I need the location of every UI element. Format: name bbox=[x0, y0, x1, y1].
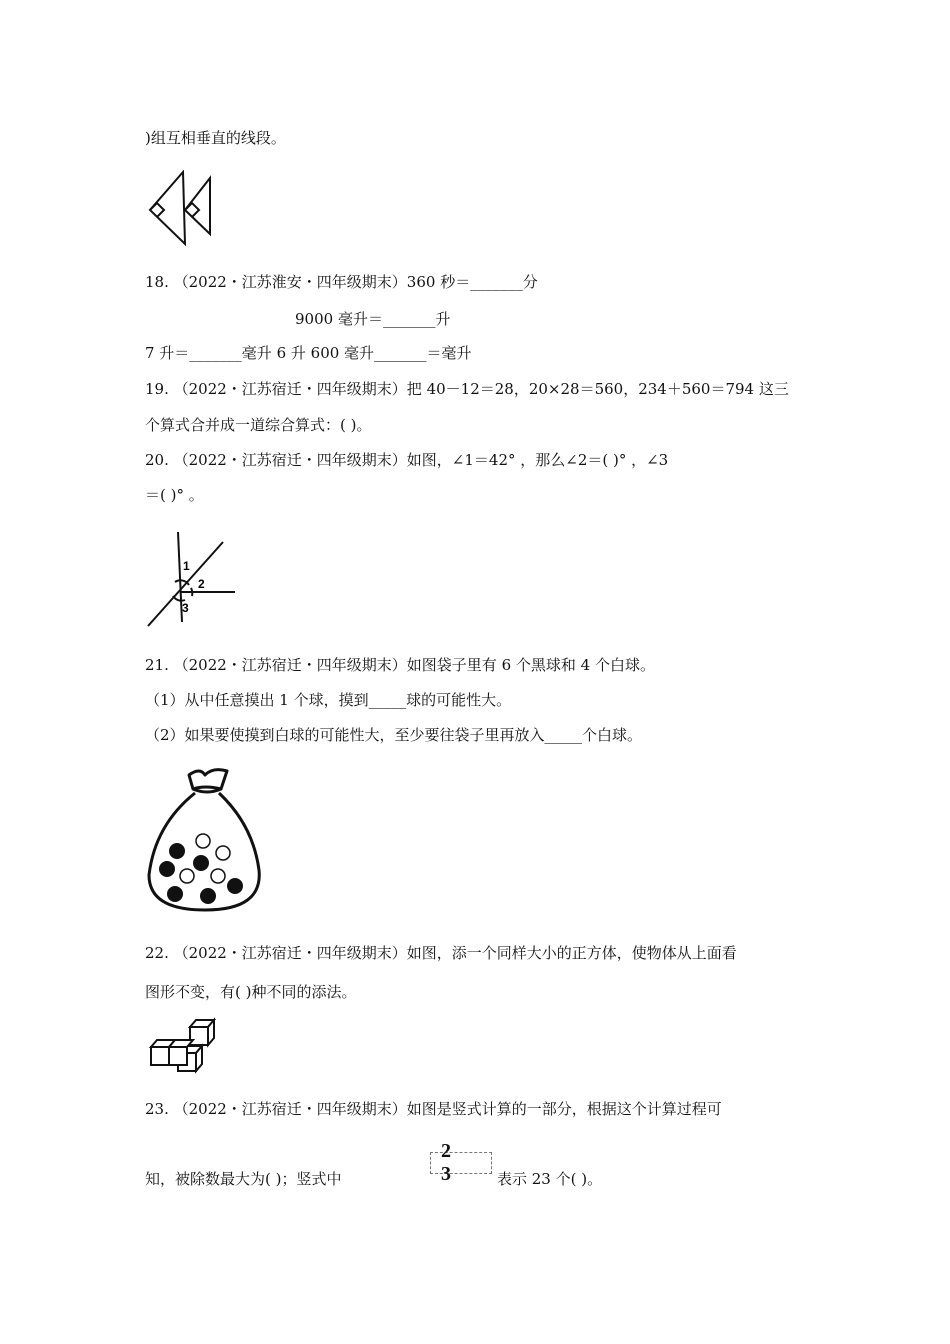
q18-line-2: 9000 毫升＝_______升 bbox=[295, 310, 451, 328]
q18-line-3: 7 升＝_______毫升 6 升 600 毫升_______＝毫升 bbox=[145, 344, 472, 362]
q23-line-1: 23. （2022・江苏宿迁・四年级期末）如图是竖式计算的一部分，根据这个计算过程可 bbox=[145, 1100, 722, 1118]
white-ball bbox=[216, 846, 230, 860]
ball-bag-figure bbox=[145, 765, 265, 915]
q21-line-2: （1）从中任意摸出 1 个球，摸到_____球的可能性大。 bbox=[145, 691, 512, 709]
q22-line-1: 22. （2022・江苏宿迁・四年级期末）如图，添一个同样大小的正方体，使物体从上面看 bbox=[145, 944, 737, 962]
angle-label-1: 1 bbox=[183, 559, 190, 573]
black-ball bbox=[159, 861, 175, 877]
q23-line-2-start: 知，被除数最大为( )；竖式中 bbox=[145, 1170, 342, 1188]
angle-label-2: 2 bbox=[198, 577, 205, 591]
perpendicular-segments-figure bbox=[145, 170, 220, 248]
q19-line-1: 19. （2022・江苏宿迁・四年级期末）把 40－12＝28，20×28＝560，234＋560＝794 这三 bbox=[145, 380, 789, 398]
q20-line-1: 20. （2022・江苏宿迁・四年级期末）如图，∠1＝42° ，那么∠2＝( )° ，∠3 bbox=[145, 451, 669, 469]
black-ball bbox=[167, 886, 183, 902]
q21-line-3: （2）如果要使摸到白球的可能性大，至少要往袋子里再放入_____个白球。 bbox=[145, 726, 643, 744]
q20-line-2: ＝( )° 。 bbox=[145, 486, 204, 504]
q17-tail-text: )组互相垂直的线段。 bbox=[145, 129, 286, 147]
black-ball bbox=[169, 843, 185, 859]
black-ball bbox=[200, 888, 216, 904]
black-ball bbox=[193, 855, 209, 871]
cubes-figure bbox=[148, 1017, 218, 1077]
white-ball bbox=[196, 834, 210, 848]
q19-line-2: 个算式合并成一道综合算式：( )。 bbox=[145, 416, 372, 434]
q18-line-1: 18. （2022・江苏淮安・四年级期末）360 秒＝_______分 bbox=[145, 273, 538, 291]
q22-line-2: 图形不变，有( )种不同的添法。 bbox=[145, 983, 357, 1001]
q21-line-1: 21. （2022・江苏宿迁・四年级期末）如图袋子里有 6 个黑球和 4 个白球。 bbox=[145, 656, 655, 674]
white-ball bbox=[211, 869, 225, 883]
boxed-digits: 2 3 bbox=[430, 1152, 492, 1174]
angles-figure bbox=[145, 530, 240, 630]
q23-line-2-end: 表示 23 个( )。 bbox=[497, 1170, 603, 1188]
white-ball bbox=[180, 869, 194, 883]
angle-label-3: 3 bbox=[182, 601, 189, 615]
black-ball bbox=[227, 878, 243, 894]
